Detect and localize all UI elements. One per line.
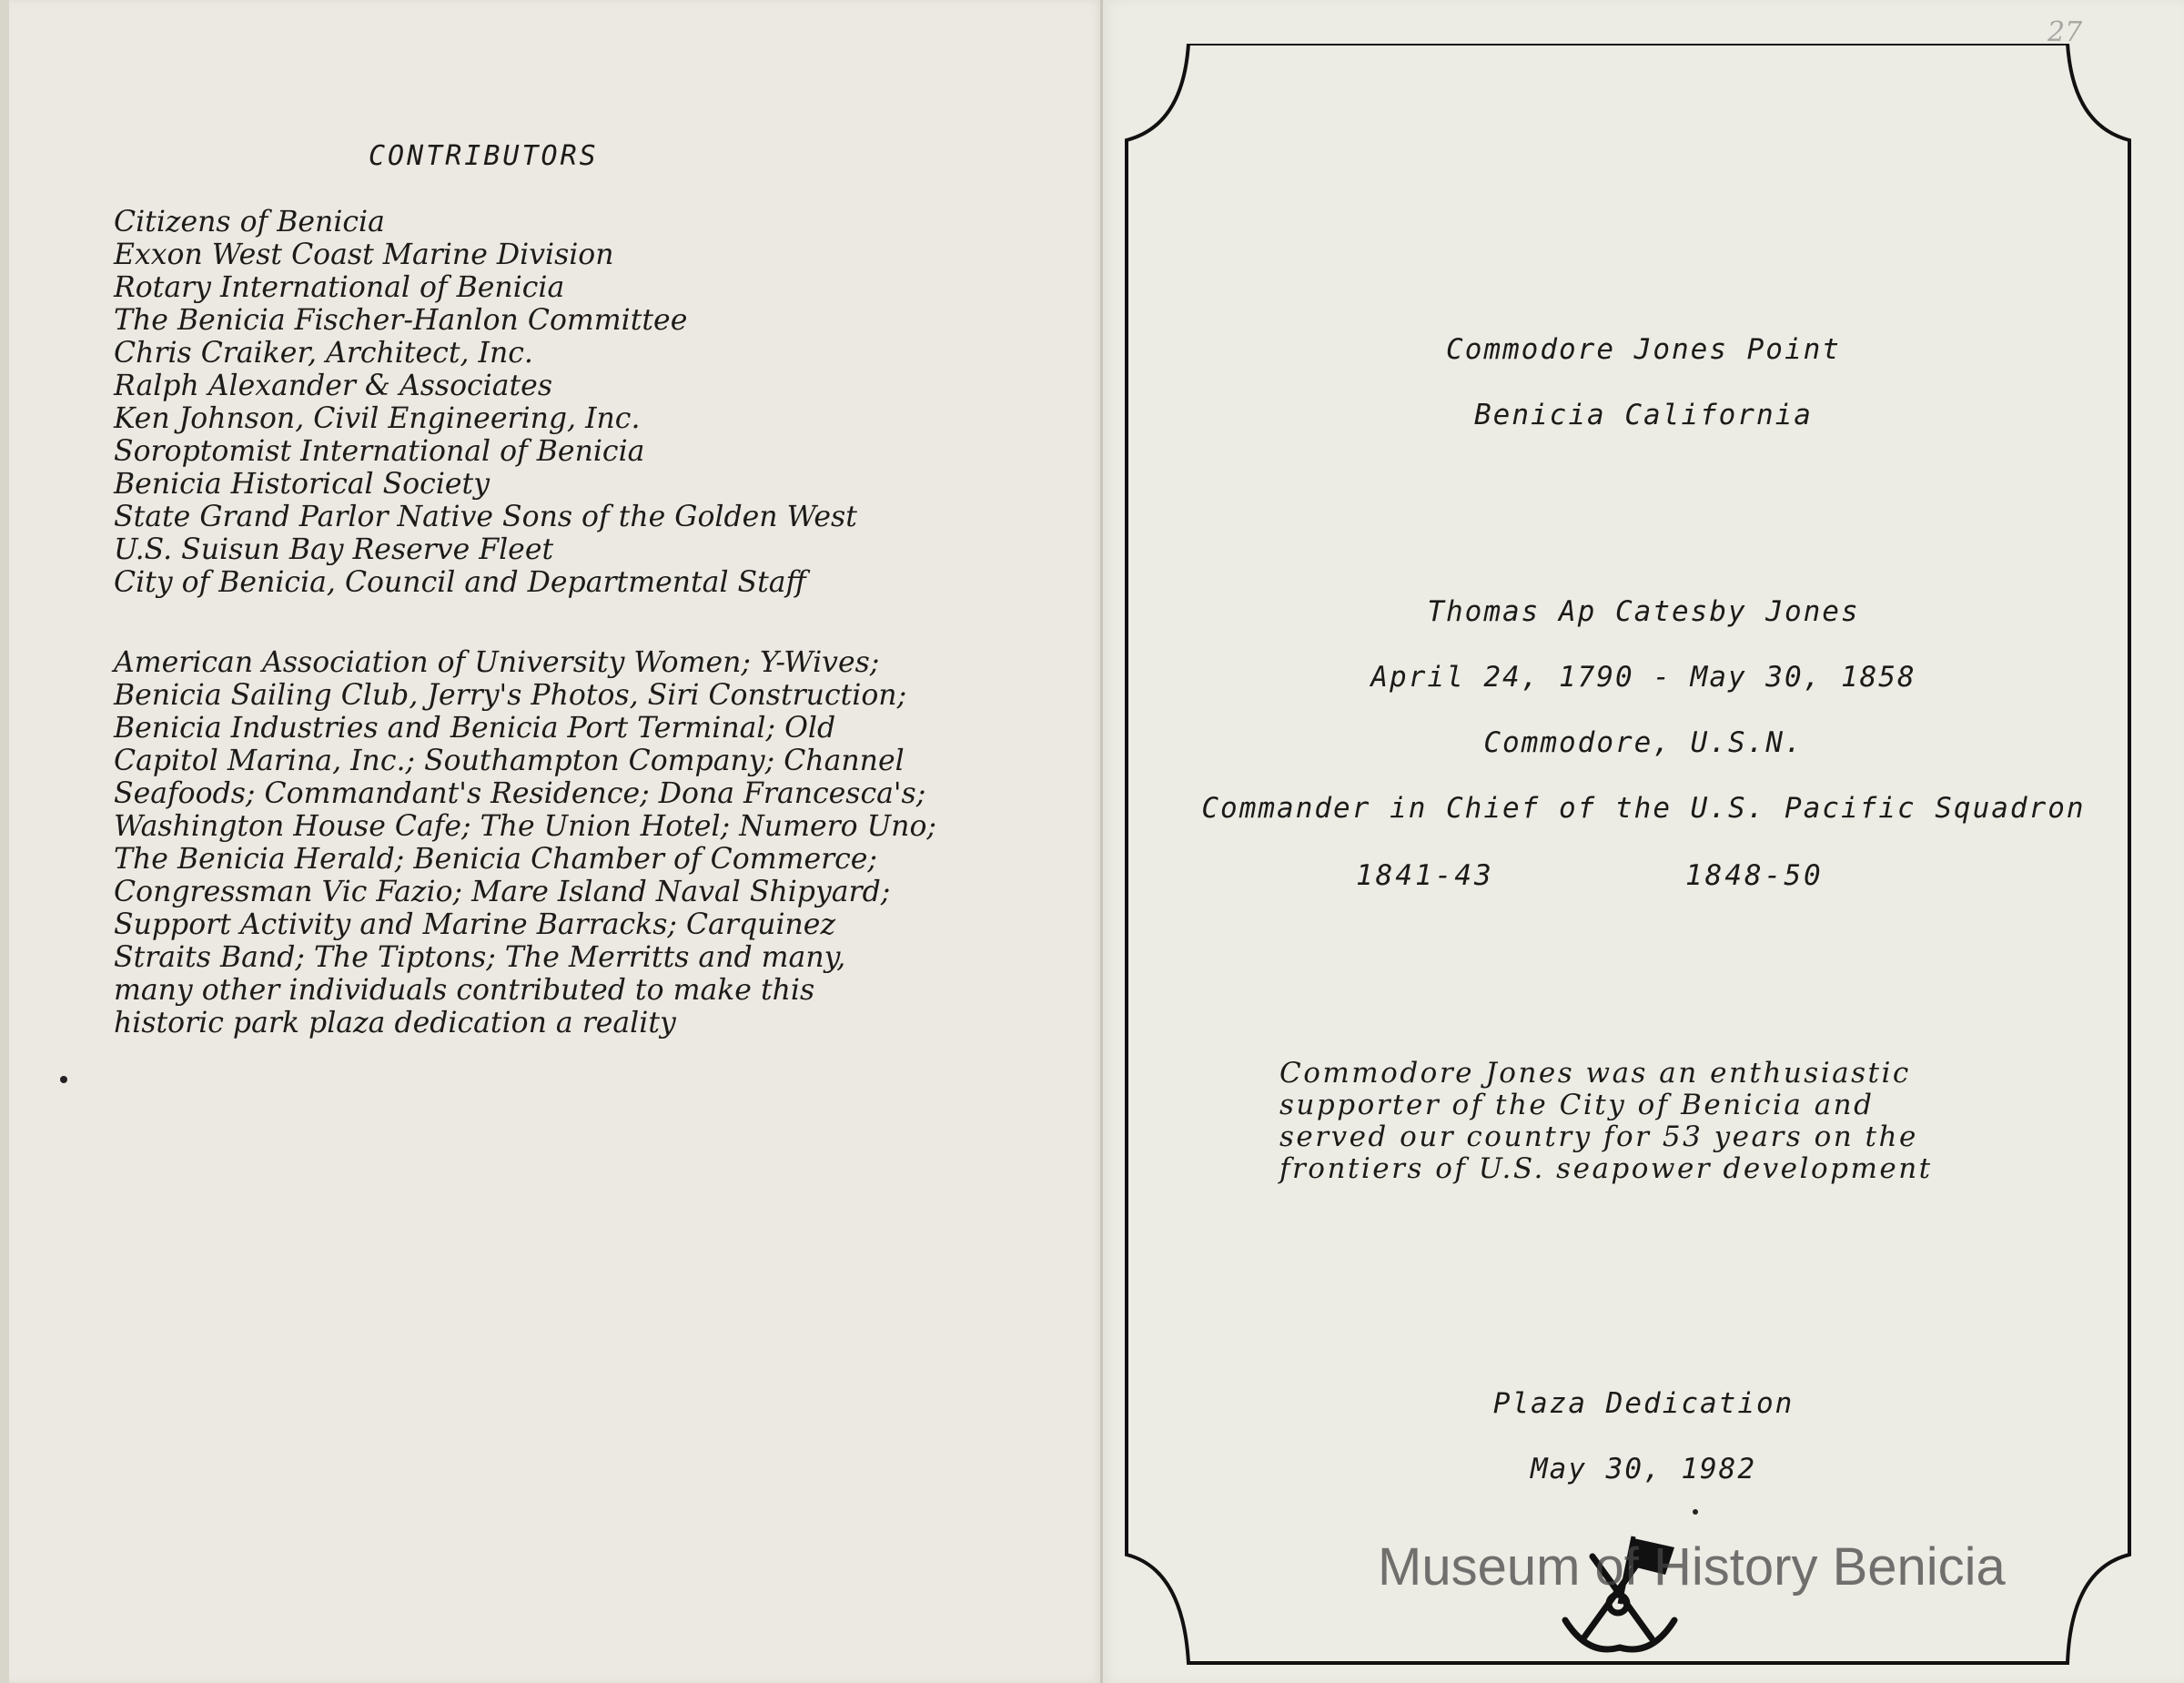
page-number: 27 [2048,16,2083,48]
decorative-border [1125,44,2131,1665]
paragraph-line: many other individuals contributed to make this [114,974,815,1007]
center-fold [1100,0,1103,1683]
contributors-heading: CONTRIBUTORS [369,140,599,172]
paragraph-line: historic park plaza dedication a reality [114,1007,676,1039]
paragraph-line: American Association of University Women; Y-Wives; [114,646,880,679]
list-item: U.S. Suisun Bay Reserve Fleet [114,533,554,566]
page-edge [0,0,9,1683]
additional-contributors [114,646,936,1039]
list-item: Benicia Historical Society [114,468,490,501]
list-item: Ken Johnson, Civil Engineering, Inc. [114,402,641,435]
paragraph-line: Benicia Sailing Club, Jerry's Photos, Siri Construction; [114,679,907,712]
ink-speck [1693,1509,1698,1515]
tribute-paragraph [1279,1058,1933,1185]
paragraph-line: supporter of the City of Benicia and [1279,1089,1875,1121]
list-item: Chris Craiker, Architect, Inc. [114,337,533,370]
paragraph-line: frontiers of U.S. seapower development [1279,1152,1933,1185]
paragraph-line: Benicia Industries and Benicia Port Terminal; Old [114,712,836,745]
paragraph-line: Congressman Vic Fazio; Mare Island Naval Shipyard; [114,876,891,908]
honoree-name: Thomas Ap Catesby Jones [1427,595,1860,628]
event-title: Plaza Dedication [1492,1387,1795,1420]
paragraph-line: Straits Band; The Tiptons; The Merritts and many, [114,941,846,974]
service-years-second: 1848-50 [1685,859,1824,892]
paragraph-line: The Benicia Herald; Benicia Chamber of Commerce; [114,843,878,876]
list-item: Soroptomist International of Benicia [114,435,645,468]
place-title: Commodore Jones Point [1446,333,1841,366]
location: Benicia California [1474,399,1813,431]
contributors-list [114,206,857,599]
ink-speck [60,1076,67,1083]
paragraph-line: Support Activity and Marine Barracks; Carquinez [114,908,836,941]
paragraph-line: Commodore Jones was an enthusiastic [1279,1057,1911,1090]
paragraph-line: Seafoods; Commandant's Residence; Dona Francesca's; [114,777,926,810]
life-dates: April 24, 1790 - May 30, 1858 [1370,661,1916,694]
rank: Commodore, U.S.N. [1483,726,1804,759]
list-item: Exxon West Coast Marine Division [114,238,614,271]
list-item: Ralph Alexander & Associates [114,370,552,402]
list-item: Rotary International of Benicia [114,271,565,304]
service-years-first: 1841-43 [1356,859,1494,892]
paragraph-line: served our country for 53 years on the [1279,1120,1918,1153]
list-item: Citizens of Benicia [114,206,385,238]
paragraph-line: Washington House Cafe; The Union Hotel; Numero Uno; [114,810,937,843]
list-item: The Benicia Fischer-Hanlon Committee [114,304,688,337]
event-date: May 30, 1982 [1531,1453,1756,1485]
paragraph-line: Capitol Marina, Inc.; Southampton Company; Channel [114,745,905,777]
command-title: Commander in Chief of the U.S. Pacific Squadron [1201,792,2086,825]
list-item: State Grand Parlor Native Sons of the Golden West [114,501,857,533]
watermark: Museum of History Benicia [1378,1537,2006,1597]
list-item: City of Benicia, Council and Departmental Staff [114,566,806,599]
